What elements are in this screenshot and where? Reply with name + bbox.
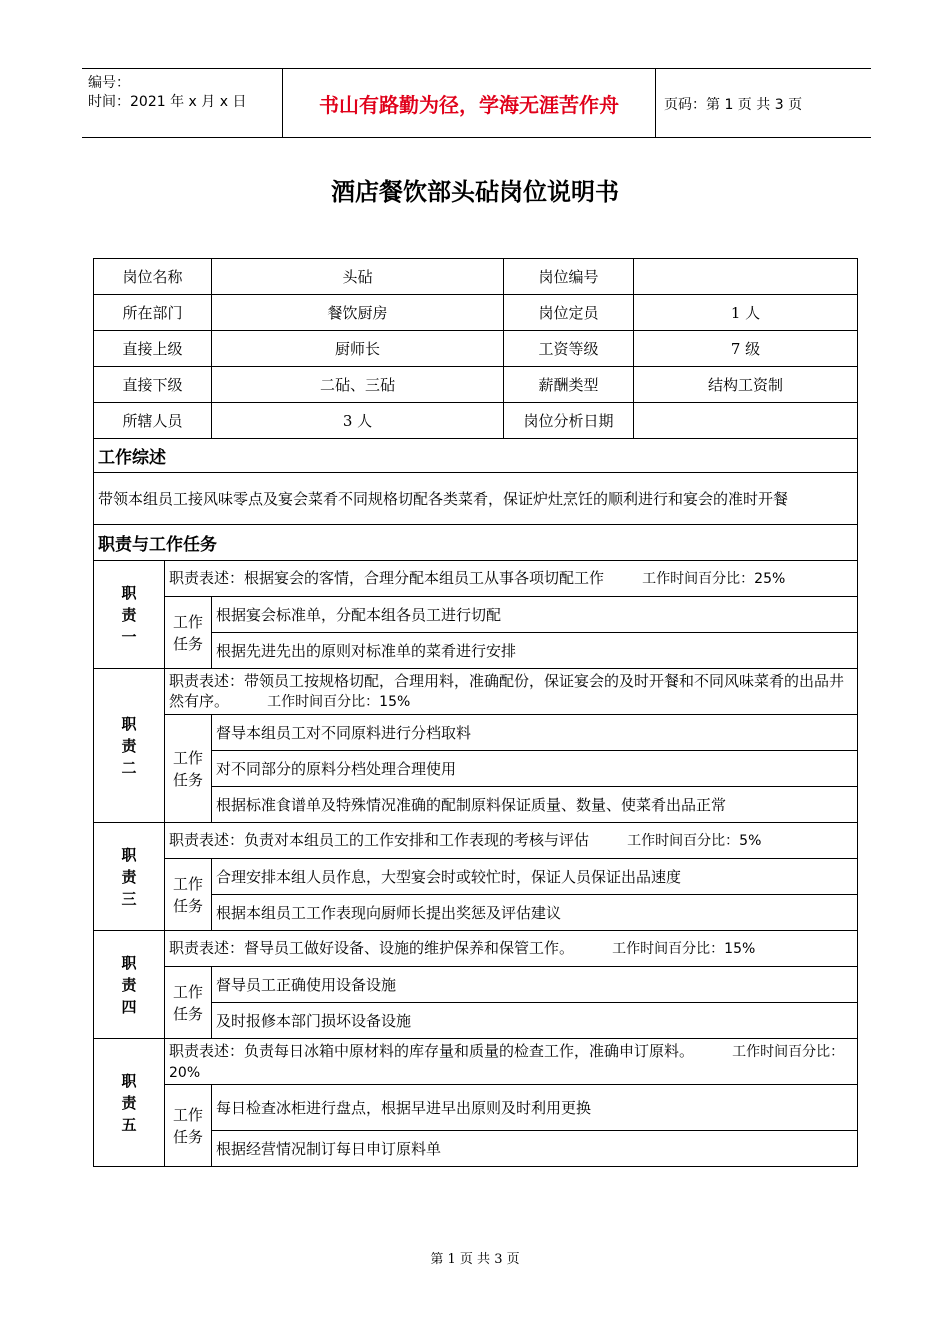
duty-row	[94, 931, 858, 967]
duties-heading: 职责与工作任务	[94, 525, 858, 561]
duty-time-percentage: 工作时间百分比：15%	[267, 694, 411, 710]
page-footer: 第 1 页 共 3 页	[430, 1252, 520, 1267]
work-task-label	[165, 597, 212, 669]
info-key: 直接上级	[94, 331, 212, 367]
duty-description	[165, 669, 858, 715]
task-item: 督导员工正确使用设备设施	[212, 967, 858, 1003]
summary-heading: 工作综述	[94, 439, 858, 473]
duty-number-char: 一	[121, 627, 137, 646]
info-value: 头砧	[212, 259, 504, 295]
info-row	[94, 331, 858, 367]
task-row	[94, 597, 858, 633]
duty-number-char: 二	[121, 758, 137, 777]
task-item: 根据宴会标准单，分配本组各员工进行切配	[212, 597, 858, 633]
info-row	[94, 295, 858, 331]
info-key: 所辖人员	[94, 403, 212, 439]
duty-number-char: 责	[121, 867, 137, 886]
info-key: 所在部门	[94, 295, 212, 331]
work-task-label-line: 工作	[173, 982, 204, 1001]
header-meta	[82, 69, 283, 137]
task-item: 每日检查冰柜进行盘点，根据早进早出原则及时利用更换	[212, 1085, 858, 1131]
duty-time-percentage: 工作时间百分比：25%	[642, 571, 786, 587]
task-item: 根据先进先出的原则对标准单的菜肴进行安排	[212, 633, 858, 669]
header-motto: 书山有路勤为径，学海无涯苦作舟	[283, 69, 656, 137]
info-value: 结构工资制	[634, 367, 858, 403]
duty-row	[94, 561, 858, 597]
task-row	[94, 715, 858, 751]
work-task-label-line: 任务	[173, 896, 204, 915]
task-item: 及时报修本部门损坏设备设施	[212, 1003, 858, 1039]
task-item: 根据经营情况制订每日申订原料单	[212, 1131, 858, 1167]
duty-number-char: 职	[121, 1071, 137, 1090]
duty-number-char: 责	[121, 1093, 137, 1112]
task-row	[94, 967, 858, 1003]
duty-number	[94, 931, 165, 1039]
info-key: 岗位定员	[504, 295, 634, 331]
duty-number-char: 责	[121, 736, 137, 755]
task-item: 督导本组员工对不同原料进行分档取料	[212, 715, 858, 751]
info-value: 7 级	[634, 331, 858, 367]
duty-description	[165, 1039, 858, 1085]
duty-number-char: 责	[121, 605, 137, 624]
duty-description-text: 职责表述：根据宴会的客情，合理分配本组员工从事各项切配工作	[169, 569, 605, 587]
work-task-label	[165, 715, 212, 823]
page-header	[82, 68, 871, 138]
duty-row	[94, 823, 858, 859]
work-task-label	[165, 967, 212, 1039]
duty-time-percentage: 工作时间百分比：15%	[612, 941, 756, 957]
info-key: 薪酬类型	[504, 367, 634, 403]
job-description-table	[93, 258, 858, 1167]
number-label: 编号：	[88, 75, 130, 91]
info-key: 直接下级	[94, 367, 212, 403]
duty-description-text: 职责表述：带领员工按规格切配，合理用料，准确配份，保证宴会的及时开餐和不同风味菜肴的出品井然有序。	[169, 672, 845, 710]
duty-number-char: 职	[121, 714, 137, 733]
duty-row	[94, 1039, 858, 1085]
work-task-label-line: 工作	[173, 748, 204, 767]
work-task-label-line: 任务	[173, 634, 204, 653]
duty-description-text: 职责表述：负责每日冰箱中原材料的库存量和质量的检查工作，准确申订原料。	[169, 1041, 695, 1060]
duty-number-char: 责	[121, 975, 137, 994]
info-row	[94, 259, 858, 295]
duty-time-percentage: 工作时间百分比：20%	[169, 1043, 845, 1081]
duty-number-char: 职	[121, 583, 137, 602]
duty-description-text: 职责表述：负责对本组员工的工作安排和工作表现的考核与评估	[169, 831, 590, 849]
duty-number-char: 职	[121, 845, 137, 864]
duty-description	[165, 931, 858, 967]
work-task-label-line: 工作	[173, 874, 204, 893]
duty-description	[165, 823, 858, 859]
header-page-label: 页码：第 1 页 共 3 页	[664, 97, 803, 113]
duty-number-char: 四	[121, 997, 137, 1016]
duty-description	[165, 561, 858, 597]
info-value: 厨师长	[212, 331, 504, 367]
info-value	[634, 259, 858, 295]
task-item: 根据标准食谱单及特殊情况准确的配制原料保证质量、数量、使菜肴出品正常	[212, 787, 858, 823]
info-row	[94, 367, 858, 403]
task-item: 根据本组员工工作表现向厨师长提出奖惩及评估建议	[212, 895, 858, 931]
info-value	[634, 403, 858, 439]
task-item: 合理安排本组人员作息，大型宴会时或较忙时，保证人员保证出品速度	[212, 859, 858, 895]
info-key: 岗位名称	[94, 259, 212, 295]
work-task-label-line: 任务	[173, 1127, 204, 1146]
info-value: 3 人	[212, 403, 504, 439]
work-task-label	[165, 1085, 212, 1167]
task-item: 对不同部分的原料分档处理合理使用	[212, 751, 858, 787]
info-row	[94, 403, 858, 439]
time-label: 时间：2021 年 x 月 x 日	[88, 94, 247, 110]
work-task-label-line: 工作	[173, 612, 204, 631]
duty-number	[94, 823, 165, 931]
info-key: 岗位分析日期	[504, 403, 634, 439]
task-row	[94, 859, 858, 895]
duty-number	[94, 561, 165, 669]
task-row	[94, 1085, 858, 1131]
summary-text: 带领本组员工接风味零点及宴会菜肴不同规格切配各类菜肴，保证炉灶烹饪的顺利进行和宴会的准时开餐	[94, 473, 858, 525]
duty-row	[94, 669, 858, 715]
info-value: 1 人	[634, 295, 858, 331]
work-task-label	[165, 859, 212, 931]
info-key: 工资等级	[504, 331, 634, 367]
duty-number	[94, 1039, 165, 1167]
info-value: 餐饮厨房	[212, 295, 504, 331]
page-title: 酒店餐饮部头砧岗位说明书	[331, 178, 619, 206]
work-task-label-line: 工作	[173, 1105, 204, 1124]
info-value: 二砧、三砧	[212, 367, 504, 403]
work-task-label-line: 任务	[173, 770, 204, 789]
duty-number-char: 职	[121, 953, 137, 972]
duty-description-text: 职责表述：督导员工做好设备、设施的维护保养和保管工作。	[169, 939, 575, 957]
duty-number-char: 三	[121, 889, 137, 908]
duty-number	[94, 669, 165, 823]
duty-time-percentage: 工作时间百分比：5%	[627, 833, 762, 849]
work-task-label-line: 任务	[173, 1004, 204, 1023]
info-key: 岗位编号	[504, 259, 634, 295]
duty-number-char: 五	[121, 1115, 137, 1134]
